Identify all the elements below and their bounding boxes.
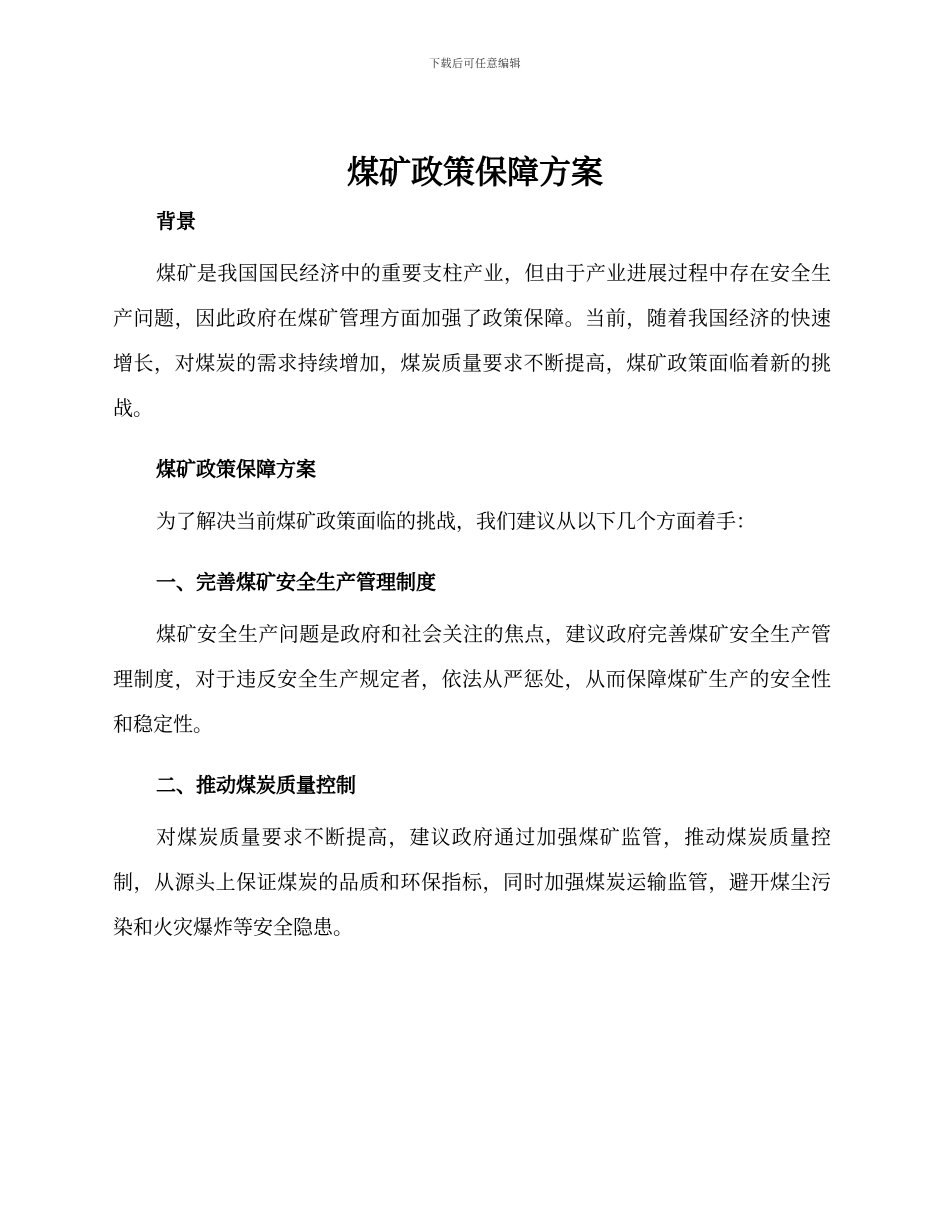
header-note: 下载后可任意编辑 (429, 57, 521, 70)
section-heading-background: 背景 (156, 209, 196, 233)
section-heading-item-1: 一、完善煤矿安全生产管理制度 (156, 570, 436, 594)
paragraph-item-1: 煤矿安全生产问题是政府和社会关注的焦点，建议政府完善煤矿安全生产管理制度，对于违反安全生产规定者，依法从严惩处，从而保障煤矿生产的安全性和稳定性。 (113, 622, 831, 736)
paragraph-plan-intro: 为了解决当前煤矿政策面临的挑战，我们建议从以下几个方面着手： (156, 509, 756, 533)
section-heading-plan: 煤矿政策保障方案 (156, 457, 316, 481)
section-heading-item-2: 二、推动煤炭质量控制 (156, 773, 356, 797)
document-body (113, 205, 831, 950)
paragraph-item-2: 对煤炭质量要求不断提高，建议政府通过加强煤矿监管，推动煤炭质量控制，从源头上保证煤炭的品质和环保指标，同时加强煤炭运输监管，避开煤尘污染和火灾爆炸等安全隐患。 (113, 825, 831, 939)
document-title: 煤矿政策保障方案 (346, 153, 603, 191)
paragraph-background: 煤矿是我国国民经济中的重要支柱产业，但由于产业进展过程中存在安全生产问题，因此政府在煤矿管理方面加强了政策保障。当前，随着我国经济的快速增长，对煤炭的需求持续增加，煤炭质量要求不断提高，煤矿政策面临着新的挑战。 (113, 261, 831, 420)
